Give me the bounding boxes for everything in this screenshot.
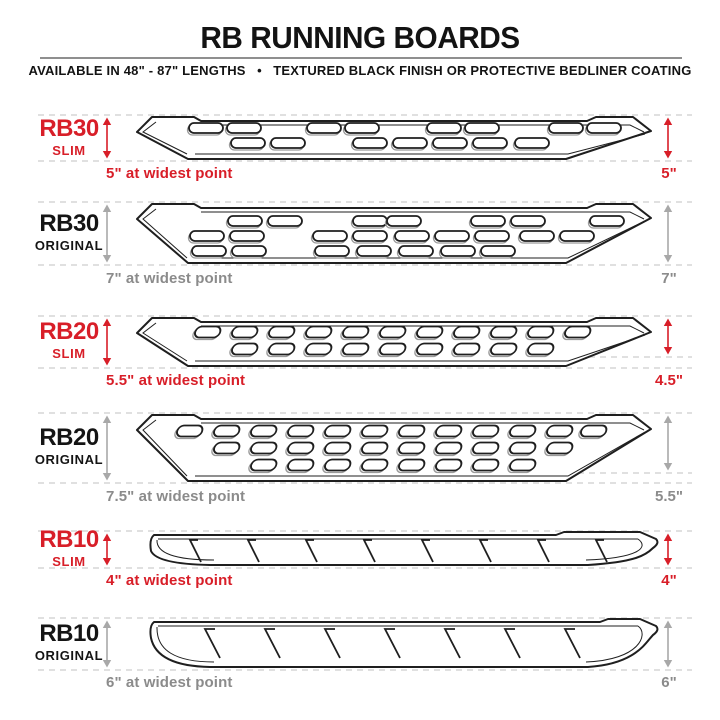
variant-name: ORIGINAL [34,452,104,467]
variant-name: ORIGINAL [34,238,104,253]
widest-point-caption: 5.5" at widest point [106,372,246,389]
dimension-arrow [664,534,672,566]
model-name: RB30 [39,210,99,237]
variant-name: SLIM [52,346,86,361]
model-name: RB20 [39,424,99,451]
height-dimension-label: 5" [661,165,677,182]
product-label-rb30-slim [12,117,126,157]
row-rb30-slim [38,115,692,161]
widest-point-caption: 4" at widest point [106,572,233,589]
height-dimension-label: 7" [661,270,677,287]
product-label-rb20-original [12,426,126,466]
board-illustration [137,204,651,263]
page-title: RB RUNNING BOARDS [200,20,520,55]
board-illustration [137,318,651,366]
height-dimension-label: 4.5" [655,372,683,389]
widest-point-caption: 5" at widest point [106,165,233,182]
variant-name: ORIGINAL [34,648,104,663]
row-rb10-slim [38,531,692,568]
model-name: RB30 [39,115,99,142]
dimension-arrow [664,416,672,471]
widest-point-caption: 6" at widest point [106,674,233,691]
model-name: RB20 [39,318,99,345]
dimension-arrow [664,118,672,159]
dimension-arrow [664,621,672,668]
row-rb10-original [38,618,692,670]
row-rb30-original [38,202,692,265]
variant-name: SLIM [52,554,86,569]
product-label-rb20-slim [12,320,126,360]
board-illustration [137,415,651,481]
board-illustration [137,117,651,159]
board-illustration [150,619,657,667]
height-dimension-label: 4" [661,572,677,589]
row-rb20-slim [38,316,692,368]
widest-point-caption: 7" at widest point [106,270,233,287]
page-subtitle: AVAILABLE IN 48" - 87" LENGTHS • TEXTURED BLACK FINISH OR PROTECTIVE BEDLINER COATING [28,63,692,78]
row-rb20-original [38,413,692,483]
widest-point-caption: 7.5" at widest point [106,488,246,505]
height-dimension-label: 6" [661,674,677,691]
product-label-rb10-slim [12,528,126,568]
dimension-arrow [664,205,672,263]
dimension-arrow [664,319,672,355]
height-dimension-label: 5.5" [655,488,683,505]
model-name: RB10 [39,526,99,553]
product-label-rb10-original [12,622,126,662]
model-name: RB10 [39,620,99,647]
variant-name: SLIM [52,143,86,158]
product-label-rb30-original [12,212,126,252]
board-illustration [150,532,657,565]
